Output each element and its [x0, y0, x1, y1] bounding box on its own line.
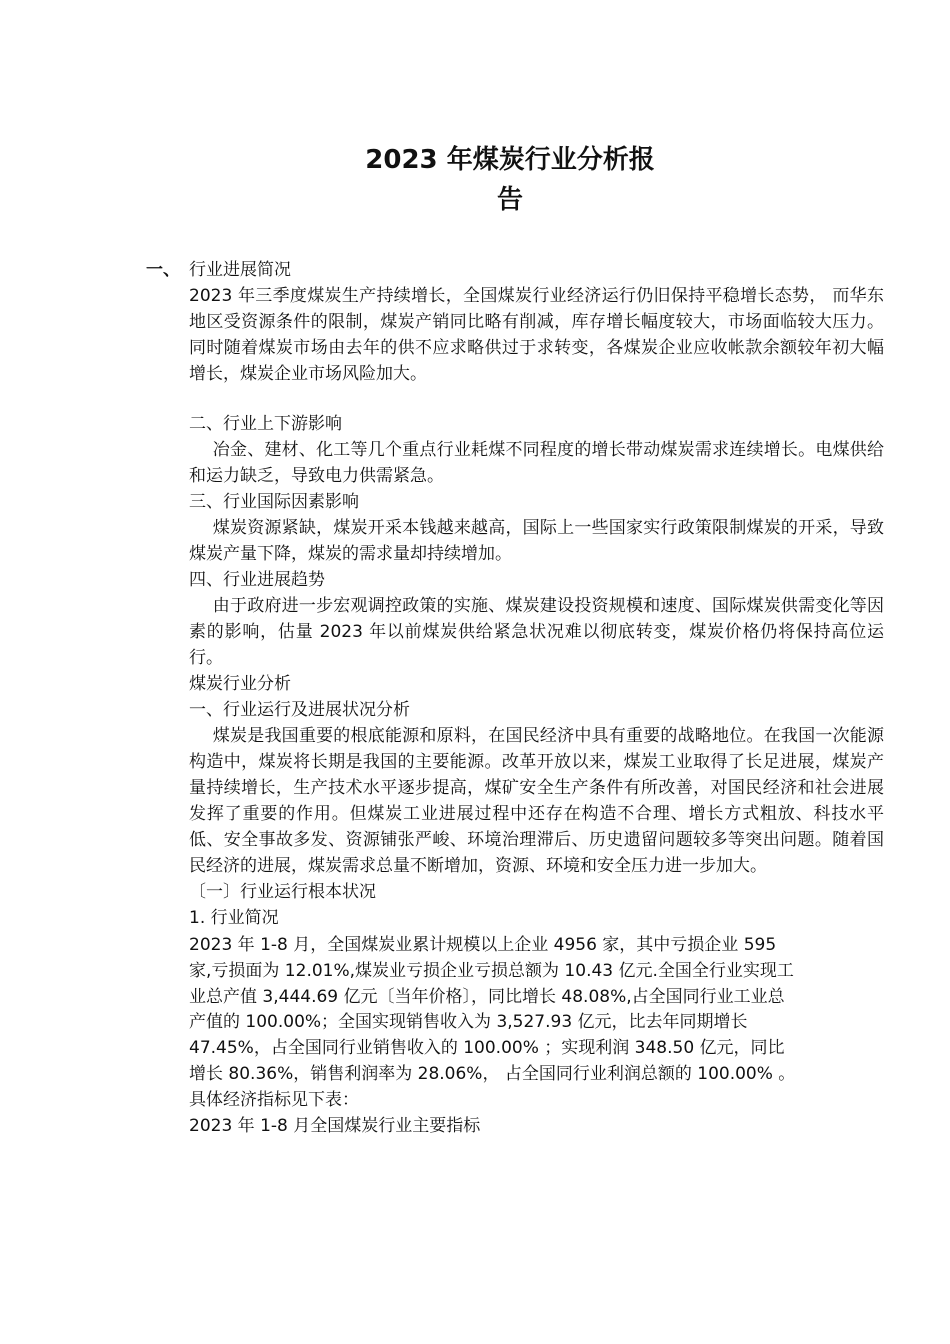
analysis-subheading: 一、行业运行及进展状况分析: [189, 700, 410, 720]
table-caption: 2023 年 1-8 月全国煤炭行业主要指标: [189, 1115, 481, 1136]
section-1-heading: 行业进展简况: [189, 260, 291, 280]
section-2-paragraph: 冶金、建材、化工等几个重点行业耗煤不同程度的增长带动煤炭需求连续增长。电煤供给和运力缺乏，导致电力供需紧急。: [189, 440, 884, 486]
sections-2-4: [189, 411, 884, 931]
section-1-paragraph: 2023 年三季度煤炭生产持续增长，全国煤炭行业经济运行仍旧保持平稳增长态势， 而华东地区受资源条件的限制，煤炭产销同比略有削减，库存增长幅度较大，市场面临较大压力。同时随着煤炭市场由去年的供不应求略供过于求转变，各煤炭企业应收帐款余额较年初大幅增长，煤炭企业市场风险加大。: [189, 286, 884, 384]
overview-line-7: 具体经济指标见下表：: [189, 1089, 359, 1110]
document-body: [189, 257, 884, 1139]
overview-line-3: 业总产值 3,444.69 亿元〔当年价格〕，同比增长 48.08%,占全国同行业工业总: [189, 986, 785, 1007]
title-line-1: 2023 年煤炭行业分析报: [365, 145, 655, 175]
basic-status-heading: 〔一〕行业运行根本状况: [189, 882, 376, 902]
overview-line-1: 2023 年 1-8 月，全国煤炭业累计规模以上企业 4956 家，其中亏损企业 595: [189, 935, 777, 955]
overview-line-6: 增长 80.36%，销售利润率为 28.06%， 占全国同行业利润总额的 100.00% 。: [189, 1063, 796, 1084]
overview-heading: 1. 行业简况: [189, 908, 279, 928]
section-4-heading: 四、行业进展趋势: [189, 570, 325, 590]
section-4-paragraph: 由于政府进一步宏观调控政策的实施、煤炭建设投资规模和速度、国际煤炭供需变化等因素的影响，估量 2023 年以前煤炭供给紧急状况难以彻底转变，煤炭价格仍将保持高位运行。: [189, 596, 884, 668]
overview-line-4: 产值的 100.00%；全国实现销售收入为 3,527.93 亿元，比去年同期增长: [189, 1012, 748, 1033]
section-1-number: 一、: [146, 260, 180, 280]
section-2-heading: 二、行业上下游影响: [189, 414, 342, 434]
overview-line-5: 47.45%，占全国同行业销售收入的 100.00% ；实现利润 348.50 亿元，同比: [189, 1038, 785, 1059]
page-title: [340, 140, 680, 220]
section-3-heading: 三、行业国际因素影响: [189, 492, 359, 512]
section-3-paragraph: 煤炭资源紧缺，煤炭开采本钱越来越高，国际上一些国家实行政策限制煤炭的开采，导致煤炭产量下降，煤炭的需求量却持续增加。: [189, 518, 884, 564]
overview-block: [189, 933, 884, 1139]
overview-line-2: 家,亏损面为 12.01%,煤炭业亏损企业亏损总额为 10.43 亿元.全国全行业实现工: [189, 960, 794, 981]
title-line-2: 告: [496, 185, 523, 215]
analysis-heading: 煤炭行业分析: [189, 674, 291, 694]
analysis-paragraph: 煤炭是我国重要的根底能源和原料，在国民经济中具有重要的战略地位。在我国一次能源构造中，煤炭将长期是我国的主要能源。改革开放以来，煤炭工业取得了长足进展，煤炭产量持续增长，生产技术水平逐步提高，煤矿安全生产条件有所改善，对国民经济和社会进展发挥了重要的作用。但煤炭工业进展过程中还存在构造不合理、增长方式粗放、科技水平低、安全事故多发、资源铺张严峻、环境治理滞后、历史遗留问题较多等突出问题。随着国民经济的进展，煤炭需求总量不断增加，资源、环境和安全压力进一步加大。: [189, 726, 884, 876]
